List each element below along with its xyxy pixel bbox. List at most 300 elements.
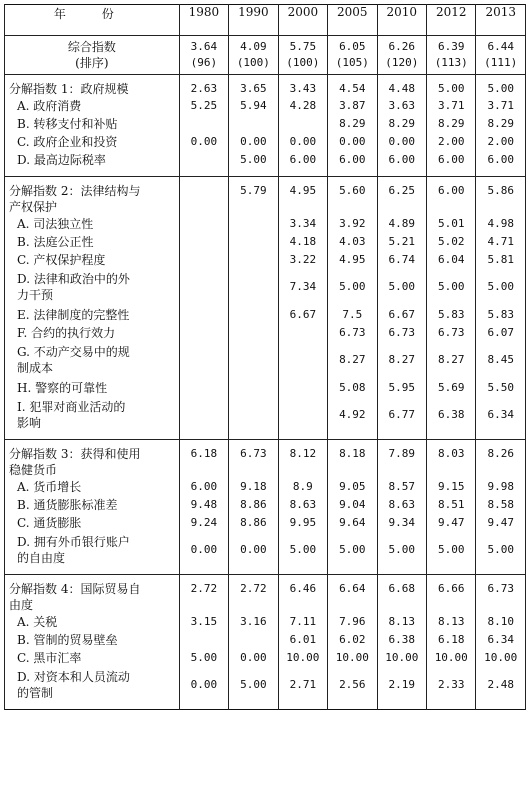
- row-label: [5, 496, 180, 514]
- value: 3.65: [240, 82, 267, 95]
- value: 5.00: [240, 153, 267, 166]
- year-header: 1990: [229, 5, 278, 36]
- table-row: [5, 496, 526, 514]
- row-value: [229, 496, 278, 514]
- table-row: [5, 151, 526, 177]
- summary-row: [5, 36, 526, 75]
- value: 6.73: [240, 447, 267, 460]
- row-value: [179, 532, 228, 575]
- value: 0.00: [240, 543, 267, 556]
- row-value: [179, 649, 228, 667]
- section-value: [328, 75, 377, 98]
- row-label-line: D. 对资本和人员流动: [17, 670, 130, 684]
- value: 6.73: [339, 326, 366, 339]
- row-label-line: G. 不动产交易中的规: [17, 345, 130, 359]
- row-label-line: C. 政府企业和投资: [17, 135, 118, 149]
- value: 6.00: [438, 184, 465, 197]
- row-label-line: B. 管制的贸易壁垒: [17, 633, 118, 647]
- summary-score: 4.09: [240, 40, 267, 53]
- section-title: [5, 177, 180, 216]
- row-label: [5, 397, 180, 440]
- row-value: [278, 215, 327, 233]
- value: 9.04: [339, 498, 366, 511]
- value: 10.00: [484, 651, 518, 664]
- value: 8.29: [339, 117, 366, 130]
- value: 5.50: [487, 381, 514, 394]
- row-value: [179, 379, 228, 397]
- row-value: [328, 306, 377, 324]
- value: 6.00: [190, 480, 218, 493]
- value: 3.63: [388, 99, 416, 112]
- value: 6.77: [388, 408, 416, 421]
- row-value: [476, 379, 526, 397]
- row-value: [476, 306, 526, 324]
- value: 9.05: [339, 480, 366, 493]
- value: 8.58: [487, 498, 514, 511]
- value: 5.00: [339, 543, 366, 556]
- value: 6.73: [388, 326, 416, 339]
- row-value: [278, 324, 327, 342]
- value: 10.00: [286, 651, 320, 664]
- value: 5.08: [339, 381, 366, 394]
- value: 8.63: [388, 498, 416, 511]
- value: 4.89: [388, 217, 416, 230]
- summary-score: 6.05: [339, 40, 366, 53]
- section-title-line: 稳健货币: [9, 463, 58, 477]
- value: 5.00: [487, 82, 514, 95]
- row-value: [328, 631, 377, 649]
- section-value: [427, 75, 476, 98]
- value: 6.02: [339, 633, 366, 646]
- table-row: [5, 342, 526, 379]
- row-value: [427, 215, 476, 233]
- value: 6.01: [289, 633, 317, 646]
- row-label-line: E. 法律制度的完整性: [17, 308, 130, 322]
- value: 9.48: [190, 498, 218, 511]
- row-label: [5, 478, 180, 496]
- section-title-line: 由度: [9, 598, 34, 612]
- value: 6.66: [438, 582, 465, 595]
- value: 9.18: [240, 480, 267, 493]
- row-value: [278, 667, 327, 710]
- section-row: [5, 177, 526, 216]
- row-value: [278, 478, 327, 496]
- year-header: 1980: [179, 5, 228, 36]
- value: 6.00: [388, 153, 416, 166]
- row-value: [377, 649, 426, 667]
- row-value: [377, 115, 426, 133]
- section-value: [328, 177, 377, 216]
- value: 8.63: [289, 498, 317, 511]
- value: 4.95: [339, 253, 366, 266]
- row-value: [377, 233, 426, 251]
- value: 0.00: [240, 651, 267, 664]
- value: 9.64: [339, 516, 366, 529]
- value: 8.29: [487, 117, 514, 130]
- row-value: [179, 324, 228, 342]
- row-value: [427, 151, 476, 177]
- row-value: [377, 269, 426, 306]
- value: 7.96: [339, 615, 366, 628]
- value: 2.48: [487, 678, 514, 691]
- value: 3.15: [190, 615, 218, 628]
- section-value: [229, 440, 278, 479]
- value: 5.00: [438, 82, 465, 95]
- row-label: [5, 613, 180, 631]
- table-row: [5, 514, 526, 532]
- row-label-line: A. 货币增长: [17, 480, 82, 494]
- row-value: [427, 532, 476, 575]
- section-value: [476, 440, 526, 479]
- row-value: [328, 251, 377, 269]
- row-label-line: C. 黑市汇率: [17, 651, 82, 665]
- value: 6.00: [289, 153, 317, 166]
- value: 3.43: [289, 82, 317, 95]
- row-value: [427, 233, 476, 251]
- row-value: [476, 514, 526, 532]
- row-value: [328, 496, 377, 514]
- row-value: [229, 478, 278, 496]
- row-label-line: 影响: [17, 416, 42, 430]
- row-value: [427, 667, 476, 710]
- row-value: [278, 496, 327, 514]
- section-row: [5, 75, 526, 98]
- section-value: [278, 75, 327, 98]
- row-value: [377, 251, 426, 269]
- row-value: [377, 342, 426, 379]
- row-value: [179, 613, 228, 631]
- header-row: [5, 5, 526, 36]
- value: 8.13: [438, 615, 465, 628]
- row-value: [278, 97, 327, 115]
- summary-rank: (120): [385, 56, 419, 69]
- row-value: [179, 215, 228, 233]
- row-value: [328, 532, 377, 575]
- section-title: [5, 75, 180, 98]
- row-value: [328, 269, 377, 306]
- row-value: [328, 151, 377, 177]
- row-value: [427, 115, 476, 133]
- value: 9.15: [438, 480, 465, 493]
- value: 6.34: [487, 408, 514, 421]
- value: 5.94: [240, 99, 267, 112]
- value: 5.86: [487, 184, 514, 197]
- section-value: [179, 440, 228, 479]
- value: 2.72: [190, 582, 218, 595]
- row-label: [5, 379, 180, 397]
- row-value: [377, 151, 426, 177]
- value: 6.68: [388, 582, 416, 595]
- row-value: [328, 397, 377, 440]
- value: 5.60: [339, 184, 366, 197]
- row-value: [427, 649, 476, 667]
- row-value: [476, 133, 526, 151]
- row-value: [179, 514, 228, 532]
- row-value: [427, 133, 476, 151]
- value: 8.27: [438, 353, 465, 366]
- value: 6.07: [487, 326, 514, 339]
- row-value: [476, 324, 526, 342]
- row-value: [377, 613, 426, 631]
- row-value: [229, 613, 278, 631]
- row-value: [328, 97, 377, 115]
- section-row: [5, 440, 526, 479]
- value: 6.67: [289, 308, 317, 321]
- value: 8.18: [339, 447, 366, 460]
- value: 5.79: [240, 184, 267, 197]
- value: 3.92: [339, 217, 366, 230]
- value: 3.22: [289, 253, 317, 266]
- row-value: [179, 496, 228, 514]
- row-value: [427, 397, 476, 440]
- value: 8.10: [487, 615, 514, 628]
- value: 4.95: [289, 184, 317, 197]
- row-label: [5, 215, 180, 233]
- row-value: [179, 478, 228, 496]
- row-value: [427, 514, 476, 532]
- row-value: [377, 215, 426, 233]
- table-row: [5, 667, 526, 710]
- summary-rank: (100): [286, 56, 320, 69]
- row-value: [476, 532, 526, 575]
- section-value: [229, 575, 278, 614]
- row-label-line: 制成本: [17, 361, 54, 375]
- value: 7.34: [289, 280, 317, 293]
- row-value: [179, 269, 228, 306]
- section-value: [328, 440, 377, 479]
- row-value: [278, 342, 327, 379]
- value: 5.00: [438, 280, 465, 293]
- row-value: [328, 115, 377, 133]
- row-value: [328, 324, 377, 342]
- row-value: [278, 115, 327, 133]
- row-value: [179, 133, 228, 151]
- summary-score: 5.75: [289, 40, 317, 53]
- row-value: [377, 97, 426, 115]
- value: 2.71: [289, 678, 317, 691]
- year-header: 2013: [476, 5, 526, 36]
- table-row: [5, 269, 526, 306]
- value: 6.00: [487, 153, 514, 166]
- row-value: [377, 379, 426, 397]
- value: 6.67: [388, 308, 416, 321]
- value: 10.00: [385, 651, 419, 664]
- summary-score: 3.64: [190, 40, 218, 53]
- table-row: [5, 233, 526, 251]
- value: 5.00: [388, 543, 416, 556]
- value: 5.25: [190, 99, 218, 112]
- section-value: [476, 177, 526, 216]
- row-label-line: C. 产权保护程度: [17, 253, 106, 267]
- value: 9.34: [388, 516, 416, 529]
- table-body: [5, 36, 526, 710]
- section-value: [179, 575, 228, 614]
- year-header: 2005: [328, 5, 377, 36]
- row-label-line: C. 通货膨胀: [17, 516, 82, 530]
- table-row: [5, 397, 526, 440]
- value: 8.27: [388, 353, 416, 366]
- year-header: 2012: [427, 5, 476, 36]
- table-row: [5, 251, 526, 269]
- value: 8.86: [240, 498, 267, 511]
- row-value: [377, 324, 426, 342]
- row-value: [328, 233, 377, 251]
- row-value: [377, 631, 426, 649]
- value: 6.73: [438, 326, 465, 339]
- row-value: [377, 397, 426, 440]
- section-title: [5, 440, 180, 479]
- row-label-line: 的管制: [17, 686, 54, 700]
- row-value: [377, 306, 426, 324]
- table-row: [5, 478, 526, 496]
- section-value: [179, 75, 228, 98]
- value: 4.48: [388, 82, 416, 95]
- row-value: [229, 233, 278, 251]
- row-label-line: B. 法庭公正性: [17, 235, 94, 249]
- row-label: [5, 115, 180, 133]
- value: 9.95: [289, 516, 317, 529]
- row-value: [476, 151, 526, 177]
- section-value: [427, 177, 476, 216]
- row-label: [5, 649, 180, 667]
- row-value: [427, 631, 476, 649]
- value: 6.00: [339, 153, 366, 166]
- row-value: [476, 97, 526, 115]
- row-value: [229, 97, 278, 115]
- row-label: [5, 667, 180, 710]
- section-value: [377, 177, 426, 216]
- value: 2.63: [190, 82, 218, 95]
- summary-value-cell: [179, 36, 228, 75]
- section-value: [328, 575, 377, 614]
- value: 0.00: [289, 135, 317, 148]
- section-value: [278, 440, 327, 479]
- row-value: [427, 251, 476, 269]
- row-value: [328, 667, 377, 710]
- row-label-line: A. 司法独立性: [17, 217, 94, 231]
- row-value: [427, 613, 476, 631]
- row-value: [377, 667, 426, 710]
- row-value: [229, 342, 278, 379]
- row-value: [476, 649, 526, 667]
- row-label-line: D. 最高边际税率: [17, 153, 106, 167]
- summary-value-cell: [229, 36, 278, 75]
- row-value: [229, 269, 278, 306]
- value: 8.51: [438, 498, 465, 511]
- row-value: [179, 151, 228, 177]
- section-row: [5, 575, 526, 614]
- section-value: [377, 75, 426, 98]
- table-row: [5, 649, 526, 667]
- value: 8.12: [289, 447, 317, 460]
- summary-score: 6.39: [438, 40, 465, 53]
- row-label-line: H. 警察的可靠性: [17, 381, 108, 395]
- year-header-label: 年 份: [5, 5, 180, 36]
- row-value: [476, 613, 526, 631]
- summary-value-cell: [427, 36, 476, 75]
- row-label-line: I. 犯罪对商业活动的: [17, 400, 126, 414]
- table-row: [5, 379, 526, 397]
- row-value: [179, 115, 228, 133]
- table-row: [5, 631, 526, 649]
- value: 0.00: [190, 543, 218, 556]
- table-row: [5, 133, 526, 151]
- value: 7.5: [342, 308, 363, 321]
- value: 5.21: [388, 235, 416, 248]
- value: 2.00: [438, 135, 465, 148]
- value: 3.71: [438, 99, 465, 112]
- row-value: [229, 151, 278, 177]
- row-value: [179, 97, 228, 115]
- row-label: [5, 133, 180, 151]
- value: 3.87: [339, 99, 366, 112]
- value: 6.34: [487, 633, 514, 646]
- value: 8.9: [292, 480, 313, 493]
- value: 8.86: [240, 516, 267, 529]
- row-label-line: D. 法律和政治中的外: [17, 272, 130, 286]
- value: 5.01: [438, 217, 465, 230]
- value: 5.69: [438, 381, 465, 394]
- value: 5.02: [438, 235, 465, 248]
- value: 6.18: [438, 633, 465, 646]
- value: 8.57: [388, 480, 416, 493]
- row-label-line: A. 政府消费: [17, 99, 82, 113]
- section-title-line: 分解指数 3：获得和使用: [9, 447, 141, 461]
- row-value: [229, 397, 278, 440]
- row-value: [427, 379, 476, 397]
- value: 4.28: [289, 99, 317, 112]
- value: 5.83: [487, 308, 514, 321]
- row-value: [377, 496, 426, 514]
- row-value: [179, 342, 228, 379]
- value: 6.25: [388, 184, 416, 197]
- row-value: [328, 379, 377, 397]
- value: 6.73: [487, 582, 514, 595]
- row-label-line: 力干预: [17, 288, 54, 302]
- row-value: [377, 478, 426, 496]
- value: 3.34: [289, 217, 317, 230]
- value: 8.29: [388, 117, 416, 130]
- value: 2.56: [339, 678, 366, 691]
- value: 5.00: [487, 280, 514, 293]
- row-label: [5, 269, 180, 306]
- value: 2.19: [388, 678, 416, 691]
- value: 8.13: [388, 615, 416, 628]
- row-value: [328, 215, 377, 233]
- row-value: [476, 115, 526, 133]
- section-title-line: 分解指数 4：国际贸易自: [9, 582, 141, 596]
- section-title-line: 产权保护: [9, 200, 58, 214]
- table-row: [5, 97, 526, 115]
- value: 6.74: [388, 253, 416, 266]
- row-value: [476, 215, 526, 233]
- row-label-line: F. 合约的执行效力: [17, 326, 116, 340]
- table-row: [5, 306, 526, 324]
- value: 4.18: [289, 235, 317, 248]
- value: 6.64: [339, 582, 366, 595]
- summary-value-cell: [377, 36, 426, 75]
- row-value: [328, 133, 377, 151]
- section-title-line: 分解指数 1：政府规模: [9, 82, 129, 96]
- row-value: [328, 478, 377, 496]
- row-label: [5, 631, 180, 649]
- value: 4.98: [487, 217, 514, 230]
- row-label: [5, 342, 180, 379]
- row-value: [278, 233, 327, 251]
- row-value: [179, 233, 228, 251]
- summary-rank: (111): [484, 56, 518, 69]
- section-value: [427, 440, 476, 479]
